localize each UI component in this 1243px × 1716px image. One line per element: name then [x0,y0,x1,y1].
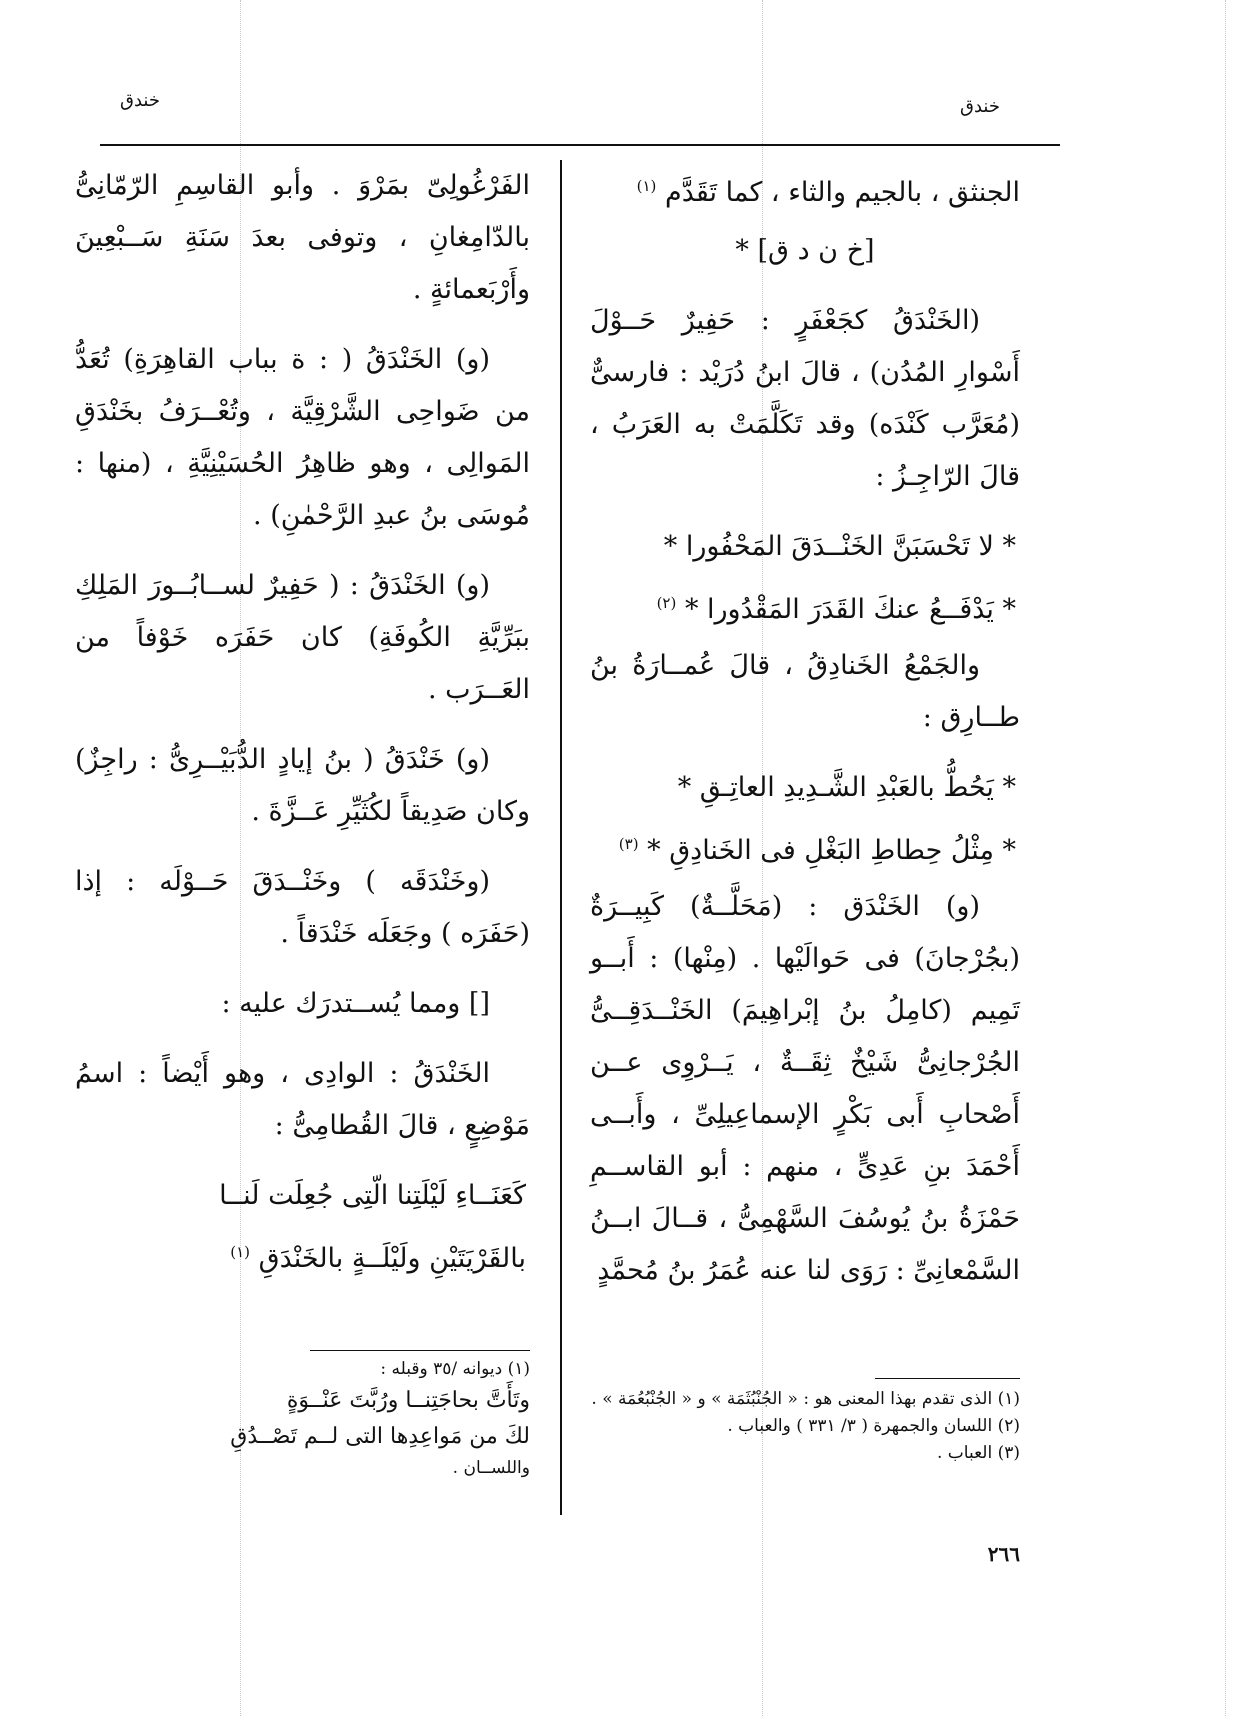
footnote-verse: وتَأَتَّ بحاجَتِنــا ورُبَّتَ عَنْــوَةٍ [286,1388,530,1413]
entry-paragraph: (وخَنْدَقَه ) وخَنْــدَقَ حَــوْلَه : إذا (حَفَرَه ) وجَعَلَه خَنْدَقاً . [75,866,530,949]
running-title-right: خندق [960,96,1000,117]
footnote-marker: (١) [230,1243,251,1261]
verse-line [75,1226,530,1285]
entry-paragraph [590,160,1020,219]
addendum-heading: [] ومما يُســتدرَك عليه : [221,988,490,1019]
entry-paragraph: والجَمْعُ الخَنادِقُ ، قالَ عُمــارَةُ بنُ طــارِق : [590,650,1020,733]
verse-text: بالقَرْيَتَيْنِ ولَيْلَــةٍ بالخَنْدَقِ [258,1243,526,1274]
footnote: (٢) اللسان والجمهرة ( ٣/ ٣٣١ ) والعباب . [727,1416,1020,1436]
footnote: واللســان . [452,1458,530,1478]
footnote-marker: (١) [636,177,657,195]
verse-line: * لا تَحْسَبَنَّ الخَنْــدَقَ المَحْفُورا * [663,531,1016,562]
verse-line [590,818,1020,877]
entry-paragraph: الفَرْغُولِىّ بمَرْوَ . وأبو القاسِمِ الرّمّانِىُّ بالدّامِغانِ ، وتوفى بعدَ سَنَةِ سَــبْعِينَ وأَرْبَعمائةٍ . [75,170,530,305]
entry-paragraph: (و) الخَنْدَق : (مَحَلَّــةٌ) كَبِيــرَةٌ (بجُرْجانَ) فى حَوالَيْها . (مِنْها) : أَبــو تَمِيم (كامِلُ بنُ إبْراهِيمَ) الخَنْــدَقِــىُّ الجُرْجانِىُّ شَيْخٌ ثِقَــةٌ ، يَــرْوِى عــن أَصْحابِ أَبى بَكْرٍ الإسماعِيلِىِّ ، وأَبــى أَحْمَدَ بنِ عَدِىٍّ ، منهم : أبو القاســمِ حَمْزَةُ بنُ يُوسُفَ السَّهْمِىُّ ، قــالَ ابــنُ السَّمْعانِىِّ : رَوَى لنا عنه عُمَرُ بنُ مُحمَّدٍ [590,891,1020,1286]
running-title-left: خندق [120,90,160,111]
footnote-rule [875,1378,1020,1379]
entry-paragraph: (الخَنْدَقُ كجَعْفَرٍ : حَفِيرٌ حَــوْلَ أَسْوارِ المُدُن) ، قالَ ابنُ دُرَيْد : فارسىٌّ (مُعَرَّب كَنْدَه) وقد تَكَلَّمَتْ به العَرَبُ ، قالَ الرّاجِـزُ : [590,305,1020,492]
footnote: (٣) العباب . [936,1443,1020,1463]
entry-paragraph: (و) الخَنْدَقُ ( : ة بباب القاهِرَةِ) تُعَدُّ من ضَواحِى الشَّرْقِيَّة ، وتُعْــرَفُ بخَنْدَقِ المَوالِى ، وهو ظاهِرُ الحُسَيْنِيَّةِ ، (منها : مُوسَى بنُ عبدِ الرَّحْمٰنِ) . [75,344,530,531]
left-column [75,160,530,1289]
footnote-marker: (٣) [618,835,639,853]
right-column [590,160,1020,1315]
verse-text: * يَدْفَــعُ عنكَ القَدَرَ المَقْدُورا * [684,594,1016,625]
header-rule [100,144,1060,146]
entry-paragraph: الخَنْدَقُ : الوادِى ، وهو أَيْضاً : اسمُ مَوْضِعٍ ، قالَ القُطامِىُّ : [75,1058,530,1141]
entry-paragraph: (و) الخَنْدَقُ : ( حَفِيرٌ لســابُــورَ المَلِكِ ببَرِّيَّةِ الكُوفَةِ) كان حَفَرَه خَوْفاً من العَــرَب . [75,570,530,705]
footnote-verse: لكَ من مَواعِدِها التى لــم تَصْــدُقِ [230,1424,530,1449]
entry-text: الجنثق ، بالجيم والثاء ، كما تَقَدَّم [665,177,1020,208]
entry-paragraph: (و) خَنْدَقُ ( بنُ إيادٍ الدُّبَيْــرِىُّ : راجِزٌ) وكان صَدِيقاً لكُثَيِّرِ عَــزَّةَ . [75,744,530,827]
footnote: (١) الذى تقدم بهذا المعنى هو : « الجُنْبُثَمَة » و « الجُنْبُعُمَة » . [591,1389,1020,1409]
page-number: ٢٦٦ [987,1542,1020,1566]
footnotes-left [75,1356,530,1482]
verse-line: كَعَنَــاءِ لَيْلَتِنا الّتِى جُعِلَت لَنــا [219,1180,526,1211]
verse-text: * مِثْلُ حِطاطِ البَغْلِ فى الخَنادِقِ * [647,835,1016,866]
footnote-rule [310,1350,530,1351]
entry-root-heading: [خ ن د ق] * [735,235,875,266]
footnotes-right [590,1386,1020,1467]
footnote-marker: (٢) [656,594,677,612]
verse-line [590,577,1020,636]
column-divider [560,160,562,1515]
verse-line: * يَحُطُّ بالعَبْدِ الشَّـدِيدِ العاتِـقِ * [677,772,1016,803]
scan-guide-line [1225,0,1226,1716]
footnote: (١) ديوانه /٣٥ وقبله : [380,1359,530,1379]
